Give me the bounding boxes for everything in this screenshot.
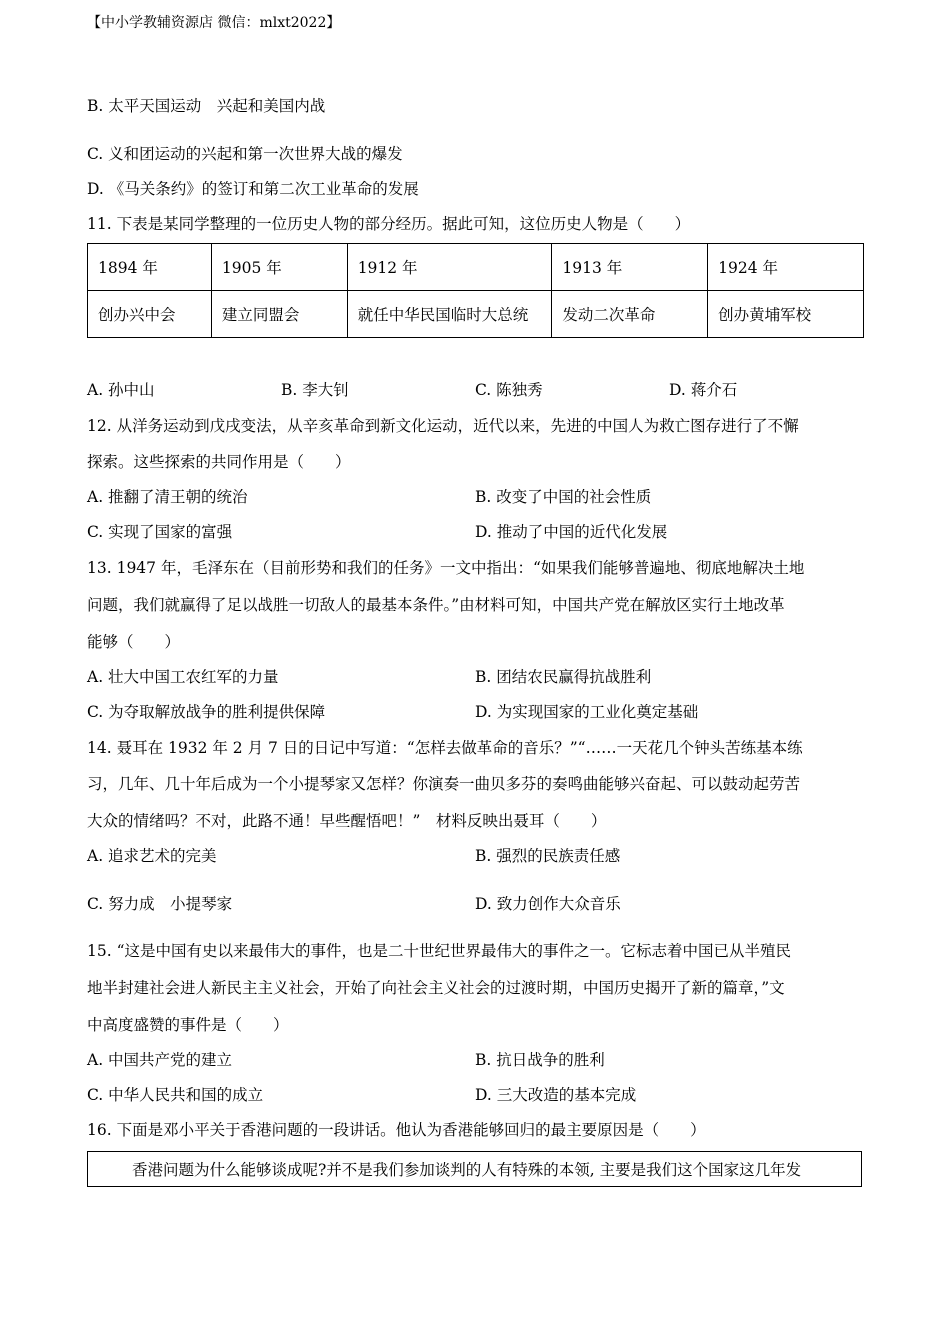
q10-option-b: B. 太平天国运动 兴起和美国内战	[87, 97, 326, 115]
q15-stem-line-3: 中高度盛赞的事件是（ ）	[87, 1016, 289, 1034]
q12-option-a: A. 推翻了清王朝的统治	[87, 488, 248, 506]
q14-option-b: B. 强烈的民族责任感	[475, 847, 621, 865]
q12-option-d: D. 推动了中国的近代化发展	[475, 523, 668, 541]
q13-option-c: C. 为夺取解放战争的胜利提供保障	[87, 703, 326, 721]
q15-option-a: A. 中国共产党的建立	[87, 1051, 233, 1069]
q11-stem: 11. 下表是某同学整理的一位历史人物的部分经历。据此可知，这位历史人物是（ ）	[87, 215, 691, 233]
q11-option-b: B. 李大钊	[281, 381, 349, 399]
q11-option-d: D. 蒋介石	[669, 381, 738, 399]
table-cell-year: 1912 年	[347, 244, 552, 291]
q12-stem-line-1: 12. 从洋务运动到戊戌变法，从辛亥革命到新文化运动，近代以来，先进的中国人为救亡图存进行了不懈	[87, 417, 799, 435]
q13-option-b: B. 团结农民赢得抗战胜利	[475, 668, 652, 686]
q11-history-table	[87, 243, 864, 338]
table-row-events	[88, 291, 864, 338]
table-cell-event: 创办兴中会	[88, 291, 212, 338]
page-header: 【中小学教辅资源店 微信：mlxt2022】	[87, 15, 341, 31]
q13-stem-line-1: 13. 1947 年，毛泽东在（目前形势和我们的任务》一文中指出：“如果我们能够普遍地、彻底地解决土地	[87, 559, 805, 577]
q12-option-c: C. 实现了国家的富强	[87, 523, 233, 541]
q16-quote-box	[87, 1151, 862, 1187]
q14-option-d: D. 致力创作大众音乐	[475, 895, 621, 913]
q14-stem-line-2: 习，几年、几十年后成为一个小提琴家又怎样？你演奏一曲贝多芬的奏鸣曲能够兴奋起、可以鼓动起劳苦	[87, 775, 801, 793]
q11-option-a: A. 孙中山	[87, 381, 155, 399]
q15-option-d: D. 三大改造的基本完成	[475, 1086, 637, 1104]
table-cell-event: 建立同盟会	[211, 291, 347, 338]
q13-stem-line-3: 能够（ ）	[87, 633, 181, 651]
q12-stem-line-2: 探索。这些探索的共同作用是（ ）	[87, 453, 351, 471]
q16-quote-text: 香港问题为什么能够谈成呢?并不是我们参加谈判的人有特殊的本领, 主要是我们这个国家这几年发	[132, 1161, 802, 1179]
q11-option-c: C. 陈独秀	[475, 381, 543, 399]
table-cell-year: 1894 年	[88, 244, 212, 291]
q14-option-c: C. 努力成 小提琴家	[87, 895, 233, 913]
q14-stem-line-3: 大众的情绪吗？不对，此路不通！早些醒悟吧！” 材料反映出聂耳（ ）	[87, 812, 607, 830]
table-cell-event: 创办黄埔军校	[708, 291, 864, 338]
table-cell-year: 1924 年	[708, 244, 864, 291]
q15-stem-line-1: 15. “这是中国有史以来最伟大的事件，也是二十世纪世界最伟大的事件之一。它标志着中国已从半殖民	[87, 942, 792, 960]
q10-option-d: D. 《马关条约》的签订和第二次工业革命的发展	[87, 180, 419, 198]
q15-option-c: C. 中华人民共和国的成立	[87, 1086, 264, 1104]
q13-option-a: A. 壮大中国工农红军的力量	[87, 668, 279, 686]
q16-stem: 16. 下面是邓小平关于香港问题的一段讲话。他认为香港能够回归的最主要原因是（ ）	[87, 1121, 706, 1139]
q12-option-b: B. 改变了中国的社会性质	[475, 488, 652, 506]
q10-option-c: C. 义和团运动的兴起和第一次世界大战的爆发	[87, 145, 403, 163]
table-cell-year: 1905 年	[211, 244, 347, 291]
q13-stem-line-2: 问题，我们就赢得了足以战胜一切敌人的最基本条件。”由材料可知，中国共产党在解放区实行土地改革	[87, 596, 785, 614]
q15-stem-line-2: 地半封建社会进人新民主主义社会，开始了向社会主义社会的过渡时期，中国历史揭开了新的篇章，”文	[87, 979, 785, 997]
q15-option-b: B. 抗日战争的胜利	[475, 1051, 605, 1069]
q14-option-a: A. 追求艺术的完美	[87, 847, 217, 865]
q13-option-d: D. 为实现国家的工业化奠定基础	[475, 703, 699, 721]
q14-stem-line-1: 14. 聂耳在 1932 年 2 月 7 日的日记中写道：“怎样去做革命的音乐？”“……一天花几个钟头苦练基本练	[87, 739, 803, 757]
table-cell-event: 就任中华民国临时大总统	[347, 291, 552, 338]
table-row-years	[88, 244, 864, 291]
table-cell-event: 发动二次革命	[552, 291, 708, 338]
table-cell-year: 1913 年	[552, 244, 708, 291]
